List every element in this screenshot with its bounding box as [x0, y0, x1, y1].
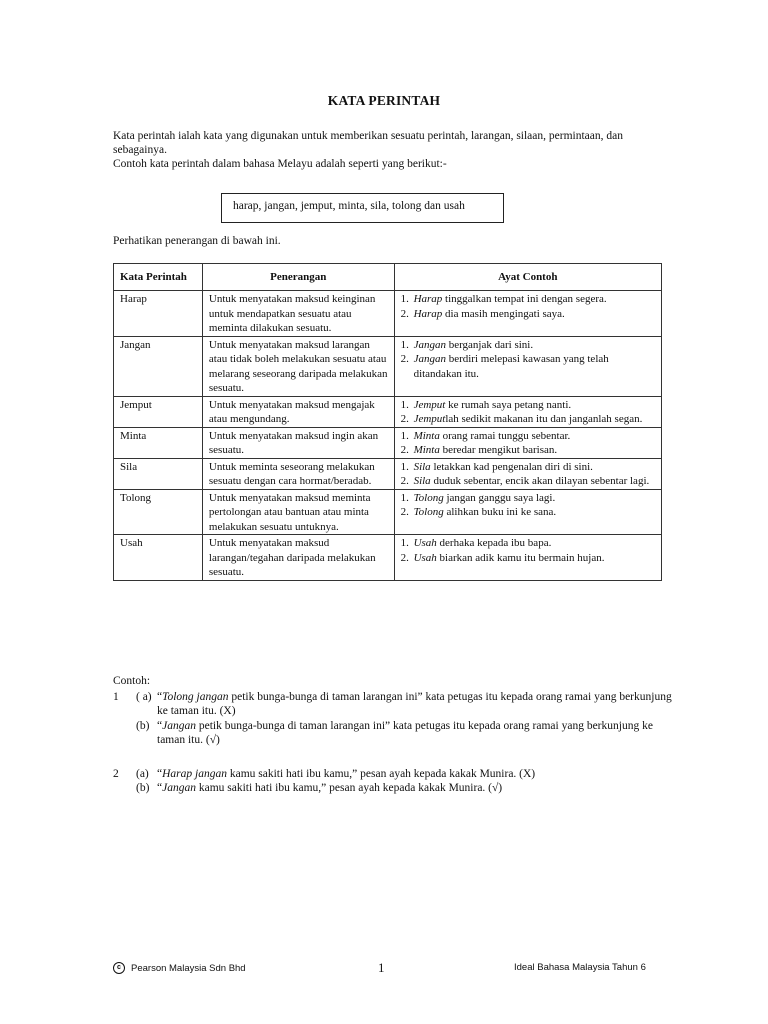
example-number: 1.	[400, 460, 409, 473]
cell-ayat-contoh	[394, 535, 661, 581]
example-number: 1.	[400, 338, 409, 351]
contoh-sub-text	[157, 719, 673, 748]
cell-penerangan: Untuk menyatakan maksud larangan atau tidak boleh melakukan sesuatu atau melarang seseorang daripada melakukan sesuatu.	[202, 336, 394, 396]
footer-publisher: Pearson Malaysia Sdn Bhd	[131, 962, 246, 974]
example-text	[414, 536, 655, 551]
example-sentence	[401, 398, 655, 413]
table-body	[114, 291, 662, 581]
example-sentence	[401, 491, 655, 506]
example-command-word: Sila	[413, 460, 431, 473]
cell-kata-perintah: Jangan	[114, 336, 203, 396]
example-number: 2.	[400, 413, 409, 425]
example-sentence	[401, 443, 655, 458]
open-quote: “	[157, 690, 163, 703]
cell-penerangan: Untuk menyatakan maksud ingin akan sesuatu.	[202, 427, 394, 458]
contoh-sub-text	[157, 690, 673, 719]
table-row	[114, 535, 662, 581]
contoh-sub-marker: ( a)	[136, 690, 152, 703]
intro-paragraphs	[113, 129, 673, 171]
example-command-word: Harap	[413, 293, 443, 305]
table-header-row	[114, 264, 662, 291]
example-sentence	[401, 352, 655, 381]
cell-ayat-contoh	[394, 458, 661, 489]
table-row	[114, 396, 662, 427]
contoh-rest: petik bunga-bunga di taman larangan ini” kata petugas itu kepada orang ramai yang berkunjung ke taman itu. (X)	[157, 690, 672, 717]
example-rest: dia masih mengingati saya.	[442, 307, 565, 320]
example-number: 1.	[400, 537, 409, 549]
copyright-icon: c	[113, 962, 125, 974]
contoh-number: 2	[113, 767, 119, 780]
example-text	[414, 307, 655, 322]
header-kata-perintah: Kata Perintah	[114, 264, 203, 291]
example-number: 2.	[400, 307, 409, 320]
example-command-word: Minta	[413, 444, 440, 456]
footer-publisher-block	[113, 962, 246, 974]
example-sentence	[401, 412, 655, 427]
example-number: 1.	[400, 293, 409, 305]
contoh-rest: kamu sakiti hati ibu kamu,” pesan ayah kepada kakak Munira. (X)	[226, 767, 536, 780]
table-row	[114, 489, 662, 535]
example-text	[414, 491, 655, 506]
cell-kata-perintah: Minta	[114, 427, 203, 458]
example-number: 2.	[400, 475, 409, 487]
open-quote: “	[157, 767, 163, 780]
page-title: KATA PERINTAH	[327, 93, 441, 108]
contoh-sub-marker: (b)	[136, 782, 150, 794]
header-ayat-contoh: Ayat Contoh	[394, 264, 661, 291]
example-number: 2.	[400, 551, 409, 564]
table-row	[114, 291, 662, 337]
contoh-sub-item	[136, 767, 673, 782]
contoh-command-word: Harap jangan	[162, 767, 227, 780]
example-rest: beredar mengikut barisan.	[439, 444, 558, 456]
example-text	[414, 352, 655, 381]
example-command-word: Tolong	[413, 491, 444, 504]
contoh-sub-text	[157, 767, 673, 782]
example-rest: berdiri melepasi kawasan yang telah ditandakan itu.	[413, 353, 609, 380]
example-command-word: Usah	[413, 537, 437, 549]
cell-ayat-contoh	[394, 489, 661, 535]
contoh-sub-text	[157, 781, 673, 796]
example-command-word: Jangan	[413, 353, 446, 365]
contoh-rest: petik bunga-bunga di taman larangan ini” kata petugas itu kepada orang ramai yang berkunjung ke taman itu. (√)	[157, 719, 653, 746]
example-rest: berganjak dari sini.	[445, 338, 534, 351]
example-text	[414, 551, 655, 566]
open-quote: “	[157, 719, 163, 732]
example-number: 1.	[400, 491, 409, 504]
cell-ayat-contoh	[394, 427, 661, 458]
example-sentence	[401, 536, 655, 551]
example-number: 1.	[400, 429, 409, 442]
example-number: 2.	[400, 444, 409, 456]
kata-perintah-table	[113, 263, 662, 581]
examples-list	[113, 690, 673, 796]
example-sentence	[401, 292, 655, 307]
example-rest: alihkan buku ini ke sana.	[443, 506, 557, 518]
example-rest: derhaka kepada ibu bapa.	[436, 537, 552, 549]
contoh-item	[113, 690, 673, 748]
contoh-command-word: Jangan	[162, 719, 196, 732]
cell-penerangan: Untuk menyatakan maksud meminta pertolongan atau bantuan atau minta melakukan sesuatu untuknya.	[202, 489, 394, 535]
table-row	[114, 427, 662, 458]
examples-label: Contoh:	[113, 675, 151, 687]
example-rest: jangan ganggu saya lagi.	[443, 491, 556, 504]
contoh-sub-item	[136, 781, 673, 796]
contoh-rest: kamu sakiti hati ibu kamu,” pesan ayah kepada kakak Munira. (√)	[195, 782, 503, 794]
example-sentence	[401, 429, 655, 444]
footer-book-title: Ideal Bahasa Malaysia Tahun 6	[514, 962, 646, 973]
example-command-word: Sila	[413, 475, 431, 487]
example-text	[414, 429, 655, 444]
cell-ayat-contoh	[394, 336, 661, 396]
example-rest: letakkan kad pengenalan diri di sini.	[430, 460, 593, 473]
cell-kata-perintah: Harap	[114, 291, 203, 337]
contoh-sub-item	[136, 690, 673, 719]
cell-kata-perintah: Usah	[114, 535, 203, 581]
footer-page-number: 1	[378, 960, 385, 975]
cell-penerangan: Untuk meminta seseorang melakukan sesuatu dengan cara hormat/beradab.	[202, 458, 394, 489]
example-sentence	[401, 505, 655, 520]
example-rest: biarkan adik kamu itu bermain hujan.	[436, 551, 605, 564]
example-command-word: Usah	[413, 551, 437, 564]
example-command-word: Jemput	[413, 413, 446, 425]
example-text	[414, 460, 655, 475]
cell-kata-perintah: Tolong	[114, 489, 203, 535]
contoh-command-word: Jangan	[162, 782, 196, 794]
contoh-command-word: Tolong jangan	[162, 690, 229, 703]
contoh-number: 1	[113, 690, 119, 703]
cell-ayat-contoh	[394, 396, 661, 427]
contoh-item	[113, 767, 673, 796]
example-sentence	[401, 307, 655, 322]
example-command-word: Minta	[413, 429, 440, 442]
example-rest: lah sedikit makanan itu dan janganlah segan.	[445, 413, 643, 425]
example-number: 1.	[400, 398, 409, 411]
example-command-word: Tolong	[413, 506, 444, 518]
cell-penerangan: Untuk menyatakan maksud larangan/tegahan daripada melakukan sesuatu.	[202, 535, 394, 581]
header-penerangan: Penerangan	[202, 264, 394, 291]
cell-penerangan: Untuk menyatakan maksud mengajak atau mengundang.	[202, 396, 394, 427]
contoh-sub-marker: (a)	[136, 767, 149, 780]
example-text	[414, 505, 655, 520]
intro-definition: Kata perintah ialah kata yang digunakan untuk memberikan sesuatu perintah, larangan, silaan, permintaan, dan sebagainya.	[113, 130, 623, 156]
example-text	[414, 398, 655, 413]
word-list-box: harap, jangan, jemput, minta, sila, tolong dan usah	[221, 193, 504, 223]
cell-kata-perintah: Sila	[114, 458, 203, 489]
examples-section	[113, 674, 673, 796]
example-rest: ke rumah saya petang nanti.	[445, 398, 572, 411]
example-sentence	[401, 338, 655, 353]
example-text	[414, 412, 655, 427]
example-sentence	[401, 460, 655, 475]
example-rest: tinggalkan tempat ini dengan segera.	[442, 293, 607, 305]
example-rest: orang ramai tunggu sebentar.	[439, 429, 571, 442]
contoh-sub-item	[136, 719, 673, 748]
example-text	[414, 474, 655, 489]
example-number: 2.	[400, 353, 409, 365]
table-row	[114, 458, 662, 489]
example-text	[414, 338, 655, 353]
example-text	[414, 443, 655, 458]
example-command-word: Jemput	[413, 398, 446, 411]
example-text	[414, 292, 655, 307]
example-number: 2.	[400, 506, 409, 518]
cell-kata-perintah: Jemput	[114, 396, 203, 427]
example-sentence	[401, 474, 655, 489]
example-rest: duduk sebentar, encik akan dilayan sebentar lagi.	[430, 475, 650, 487]
example-command-word: Harap	[413, 307, 443, 320]
example-command-word: Jangan	[413, 338, 446, 351]
table-row	[114, 336, 662, 396]
table-note: Perhatikan penerangan di bawah ini.	[113, 235, 281, 247]
example-sentence	[401, 551, 655, 566]
contoh-sub-marker: (b)	[136, 719, 150, 732]
cell-penerangan: Untuk menyatakan maksud keinginan untuk mendapatkan sesuatu atau meminta dilakukan sesuatu.	[202, 291, 394, 337]
cell-ayat-contoh	[394, 291, 661, 337]
intro-examples-lead: Contoh kata perintah dalam bahasa Melayu adalah seperti yang berikut:-	[113, 158, 447, 170]
open-quote: “	[157, 782, 163, 794]
